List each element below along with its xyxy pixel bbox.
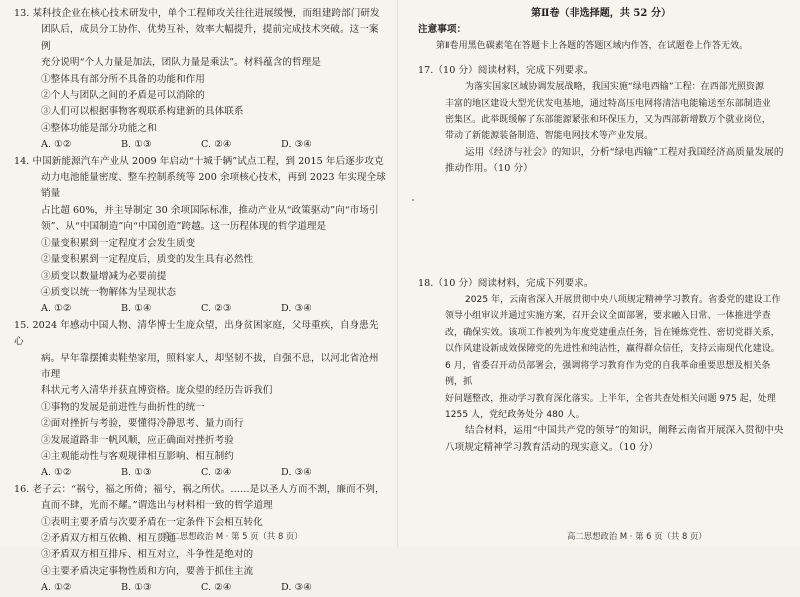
q14-item: ①量变积累到一定程度才会发生质变 — [41, 237, 196, 249]
q13-option-d: D. ③④ — [281, 139, 312, 151]
q17-material-line: 密集区。此举既缓解了东部能源紧张和环保压力，又为西部新增数万个就业岗位， — [445, 115, 771, 126]
q18-material-line: 改，确保实效。该项工作被列为年度党建重点任务，旨在锤炼党性、密切党群关系， — [445, 327, 780, 338]
q17-material-line: 带动了新能源装备制造、智能电网技术等产业发展。 — [445, 131, 654, 142]
question-18 — [418, 276, 784, 456]
q18-material — [418, 292, 784, 423]
q15-option-c: C. ②④ — [201, 467, 232, 479]
q18-material-line: 6 月，省委召开动员部署会，强调将学习教育作为党的自我革命重要思想及相关条例，抓 — [445, 360, 771, 388]
q16-item: ②矛盾双方相互依赖、相互贯通 — [41, 533, 177, 544]
q13-option-a: A. ①② — [41, 139, 72, 151]
q17-ask-line: 运用《经济与社会》的知识，分析“绿电西输”工程对我国经济高质量发展的 — [465, 146, 784, 158]
q13-item: ①整体具有部分所不具备的功能和作用 — [41, 73, 205, 85]
notice-title: 注意事项： — [418, 24, 467, 35]
q15-item: ③发展道路非一帆风顺，应正确面对挫折考验 — [41, 434, 234, 446]
q17-ask-line: 推动作用。（10 分） — [445, 163, 533, 175]
q13-item: ②个人与团队之间的矛盾是可以消除的 — [41, 90, 205, 102]
q16-option-d: D. ③④ — [281, 582, 312, 594]
q14-option-a: A. ①② — [41, 303, 72, 315]
q16-item: ④主要矛盾决定事物性质和方向，要善于抓住主流 — [41, 565, 254, 577]
q17-material — [418, 79, 784, 145]
page-footer-left: 高二思想政治 M · 第 5 页（共 8 页） — [163, 531, 303, 541]
q13-stem-line: 充分说明“个人力量是加法，团队力量是乘法”。材料蕴含的哲理是 — [41, 57, 321, 69]
q15-option-b: B. ①③ — [121, 467, 152, 479]
q16-item: ①表明主要矛盾与次要矛盾在一定条件下会相互转化 — [41, 516, 263, 528]
q14-option-b: B. ①④ — [121, 303, 152, 315]
q16-option-a: A. ①② — [41, 582, 72, 594]
q18-material-line: 2025 年，云南省深入开展贯彻中央八项规定精神学习教育。省委党的建设工作 — [465, 295, 781, 306]
q18-ask-line: 八项规定精神学习教育活动的现实意义。（10 分） — [445, 441, 659, 453]
q13-item: ④整体功能是部分功能之和 — [41, 122, 157, 134]
left-page — [14, 6, 386, 597]
q18-head: 18.（10 分）阅读材料，完成下列要求。 — [418, 277, 594, 289]
margin-mark — [412, 199, 414, 201]
q13-option-c: C. ②④ — [201, 139, 232, 151]
q15-options — [14, 465, 386, 481]
section-title: 第Ⅱ卷（非选择题，共 52 分） — [530, 8, 672, 19]
right-page — [418, 6, 784, 456]
q15-option-a: A. ①② — [41, 467, 72, 479]
q16-item: ③矛盾双方相互排斥、相互对立，斗争性是绝对的 — [41, 549, 254, 561]
q13-stem-line: 13. 某科技企业在核心技术研发中，单个工程师攻关往往进展缓慢，而组建跨部门研发 — [14, 8, 380, 19]
q14-options — [14, 301, 386, 317]
q16-stem-line: 直而不肆，光而不耀。”谓选出与材料相一致的哲学道理 — [41, 500, 273, 512]
q14-item: ③质变以数量增减为必要前提 — [41, 270, 167, 282]
q16-stem-line: 16. 老子云：“祸兮，福之所倚；福兮，祸之所伏。……是以圣人方而不割，廉而不刿， — [14, 483, 385, 495]
q18-material-line: 好问题整改，推动学习教育深化落实。上半年，全省共查处相关问题 975 起，处理 — [445, 393, 776, 404]
q14-stem-line: 领”、从“中国制造”向“中国创造”跨越。这一历程体现的哲学道理是 — [41, 221, 327, 233]
page-divider — [397, 0, 398, 547]
q14-stem-line: 动力电池能量密度、整车控制系统等 200 余项核心技术，再到 2023 年实现全球销量 — [41, 172, 386, 200]
q18-ask-line: 结合材料，运用“中国共产党的领导”的知识，阐释云南省开展深入贯彻中央 — [465, 425, 784, 437]
q14-option-c: C. ②③ — [201, 303, 232, 315]
question-15 — [14, 318, 386, 482]
q17-head: 17.（10 分）阅读材料，完成下列要求。 — [418, 64, 594, 76]
q17-material-line: 为落实国家区域协调发展战略，我国实施“绿电西输”工程：在西部光照资源 — [465, 82, 765, 93]
q15-stem-line: 科状元考入清华并获直博资格。庞众望的经历告诉我们 — [41, 385, 273, 397]
q13-item: ③人们可以根据事物客观联系构建新的具体联系 — [41, 106, 244, 118]
q14-stem-line: 14. 中国新能源汽车产业从 2009 年启动“十城千辆”试点工程，到 2015 年后逐步攻克 — [14, 155, 384, 167]
q15-item: ①事物的发展是前进性与曲折性的统一 — [41, 401, 205, 413]
q16-option-b: B. ①③ — [121, 582, 152, 594]
q15-item: ④主观能动性与客观规律相互影响、相互制约 — [41, 450, 234, 462]
q18-material-line: 领导小组审议并通过实施方案，召开会议全面部署，要求融入日常、一体推进学查 — [445, 311, 771, 322]
q13-stem-line: 团队后，成员分工协作、优势互补，效率大幅提升，提前完成技术突破。这一案例 — [41, 24, 379, 52]
page-footer-right: 高二思想政治 M · 第 6 页（共 8 页） — [567, 531, 707, 541]
q17-material-line: 丰富的地区建设大型光伏发电基地，通过特高压电网将清洁电能输送至东部制造业 — [445, 98, 771, 109]
q14-stem-line: 占比超 60%，并主导制定 30 余项国际标准，推动产业从“政策驱动”向“市场引 — [41, 204, 379, 216]
q15-option-d: D. ③④ — [281, 467, 312, 479]
question-14 — [14, 154, 386, 318]
q13-option-b: B. ①③ — [121, 139, 152, 151]
q14-item: ④质变以统一物解体为呈现状态 — [41, 286, 177, 298]
q14-item: ②量变积累到一定程度后，质变的发生具有必然性 — [41, 254, 254, 266]
q15-stem-line: 病。早年靠摆摊卖鞋垫家用，照料家人，却坚韧不拔，自强不息，以河北省沧州市理 — [41, 352, 379, 380]
q18-material-line: 以作风建设新成效保障党的先进性和纯洁性，赢得群众信任，支持云南现代化建设。 — [445, 344, 780, 355]
q15-item: ②面对挫折与考验，要懂得冷静思考、量力而行 — [41, 418, 244, 430]
q18-material-line: 1255 人，党纪政务处分 480 人。 — [445, 409, 585, 420]
q13-options — [14, 137, 386, 153]
question-13 — [14, 6, 386, 154]
q16-option-c: C. ②④ — [201, 582, 232, 594]
q14-option-d: D. ③④ — [281, 303, 312, 315]
q16-options — [14, 580, 386, 596]
question-17 — [418, 63, 784, 178]
notice-text: 第Ⅱ卷用黑色碳素笔在答题卡上各题的答题区域内作答，在试题卷上作答无效。 — [436, 41, 749, 52]
q15-stem-line: 15. 2024 年感动中国人物、清华博士生庞众望，出身贫困家庭，父母重疾，自身患先心 — [14, 319, 379, 348]
